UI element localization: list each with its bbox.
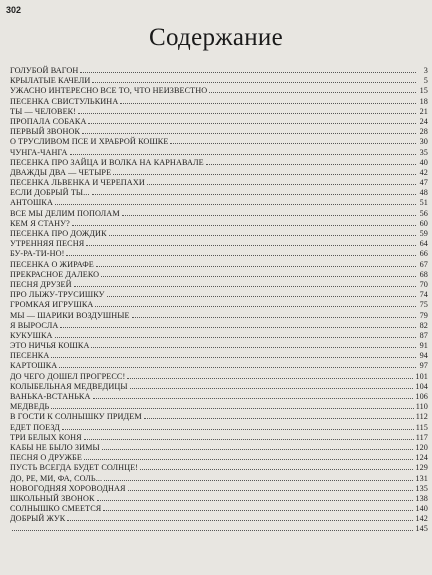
- dot-leader: [122, 209, 416, 216]
- dot-leader: [74, 280, 416, 287]
- toc-entry-page: 115: [415, 422, 428, 432]
- toc-entry-title: БУ-РА-ТИ-НО!: [10, 249, 65, 259]
- toc-entry: [10, 188, 428, 198]
- dot-leader: [72, 219, 416, 226]
- toc-entry-page: 30: [419, 137, 428, 147]
- toc-entry-title: НОВОГОДНЯЯ ХОРОВОДНАЯ: [10, 483, 126, 493]
- toc-entry-page: 120: [415, 442, 428, 452]
- toc-entry-page: 131: [415, 473, 428, 483]
- toc-entry-page: 142: [415, 514, 428, 524]
- toc-entry-title: ПЕСНЯ ДРУЗЕЙ: [10, 279, 72, 289]
- toc-entry: [10, 392, 428, 402]
- dot-leader: [84, 433, 414, 440]
- toc-entry-page: 5: [423, 76, 428, 86]
- toc-entry-page: 82: [419, 320, 428, 330]
- toc-entry-page: 117: [415, 432, 428, 442]
- dot-leader: [109, 229, 416, 236]
- page-number: 302: [6, 5, 22, 15]
- toc-entry-title: ЕСЛИ ДОБРЫЙ ТЫ...: [10, 188, 90, 198]
- toc-entry-page: 28: [419, 127, 428, 137]
- toc-entry-title: ПЕСНЯ О ДРУЖБЕ: [10, 453, 82, 463]
- dot-leader: [66, 249, 416, 256]
- toc-entry-title: МЫ — ШАРИКИ ВОЗДУШНЫЕ: [10, 310, 130, 320]
- toc-entry-page: 67: [419, 259, 428, 269]
- toc-entry-page: 94: [419, 351, 428, 361]
- toc-entry-page: 56: [419, 208, 428, 218]
- toc-entry: [10, 249, 428, 259]
- dot-leader: [86, 239, 416, 246]
- dot-leader: [96, 260, 416, 267]
- table-of-contents: [10, 66, 428, 535]
- toc-entry: [10, 474, 428, 484]
- toc-entry: [10, 372, 428, 382]
- toc-entry-title: ДО, РЕ, МИ, ФА, СОЛЬ...: [10, 473, 103, 483]
- toc-entry: [10, 300, 428, 310]
- toc-entry: [10, 453, 428, 463]
- dot-leader: [147, 178, 416, 185]
- toc-entry-title: ПРО ЛЫЖУ-ТРУСИШКУ: [10, 290, 105, 300]
- toc-entry-page: 101: [415, 371, 428, 381]
- toc-entry-title: АНТОШКА: [10, 198, 53, 208]
- toc-entry: [10, 270, 428, 280]
- toc-entry-title: ПЕСЕНКА ПРО ДОЖДИК: [10, 229, 107, 238]
- toc-entry-title: Я ВЫРОСЛА: [10, 320, 59, 330]
- toc-entry: [10, 260, 428, 270]
- dot-leader: [92, 76, 416, 83]
- toc-entry-page: 106: [415, 392, 428, 401]
- toc-entry: [10, 127, 428, 137]
- dot-leader: [93, 392, 414, 399]
- toc-entry-page: 40: [419, 157, 428, 167]
- toc-entry: [10, 148, 428, 158]
- toc-entry-title: В ГОСТИ К СОЛНЫШКУ ПРИДЕМ: [10, 412, 142, 422]
- dot-leader: [78, 107, 416, 114]
- toc-entry-title: КУКУШКА: [10, 330, 53, 340]
- toc-entry-page: 48: [419, 188, 428, 198]
- toc-entry-page: 68: [419, 269, 428, 279]
- toc-entry-page: 135: [415, 483, 428, 493]
- toc-entry: [10, 280, 428, 290]
- toc-entry-title: ЕДЕТ ПОЕЗД: [10, 422, 60, 432]
- dot-leader: [51, 402, 413, 409]
- toc-entry-page: 74: [419, 290, 428, 300]
- toc-entry-title: УТРЕННЯЯ ПЕСНЯ: [10, 239, 85, 249]
- toc-entry: [10, 484, 428, 494]
- dot-leader: [209, 86, 416, 93]
- dot-leader: [91, 341, 416, 348]
- toc-entry: [10, 76, 428, 86]
- toc-entry-page: 59: [419, 229, 428, 238]
- toc-entry-title: ПЕСЕНКА: [10, 351, 50, 361]
- dot-leader: [55, 331, 416, 338]
- toc-entry-title: ГОЛУБОЙ ВАГОН: [10, 66, 79, 75]
- toc-entry-title: ЭТО НИЧЬЯ КОШКА: [10, 341, 90, 351]
- toc-entry-title: ПЕСЕНКА О ЖИРАФЕ: [10, 259, 94, 269]
- toc-entry: [10, 168, 428, 178]
- toc-entry-page: 145: [415, 524, 428, 534]
- toc-entry-page: 97: [419, 361, 428, 371]
- toc-entry-title: ДОБРЫЙ ЖУК: [10, 514, 66, 524]
- dot-leader: [127, 372, 413, 379]
- toc-entry: [10, 107, 428, 117]
- toc-entry: [10, 382, 428, 392]
- toc-entry-page: 15: [419, 86, 428, 96]
- toc-entry-title: ГРОМКАЯ ИГРУШКА: [10, 300, 94, 310]
- dot-leader: [88, 117, 416, 124]
- toc-entry-title: ПЕСЕНКА ПРО ЗАЙЦА И ВОЛКА НА КАРНАВАЛЕ: [10, 157, 204, 167]
- toc-entry-title: ПРОПАЛА СОБАКА: [10, 116, 87, 126]
- toc-entry: [10, 321, 428, 331]
- dot-leader: [12, 524, 413, 531]
- toc-entry-page: 18: [419, 96, 428, 106]
- toc-entry: [10, 402, 428, 412]
- dot-leader: [55, 198, 416, 205]
- toc-entry: [10, 351, 428, 361]
- dot-leader: [102, 443, 414, 450]
- toc-entry: [10, 463, 428, 473]
- toc-entry-title: ВАНЬКА-ВСТАНЬКА: [10, 392, 91, 401]
- dot-leader: [120, 97, 416, 104]
- toc-entry-page: 51: [419, 198, 428, 208]
- toc-entry: [10, 290, 428, 300]
- toc-entry-title: ШКОЛЬНЫЙ ЗВОНОК: [10, 493, 95, 503]
- toc-entry: [10, 158, 428, 168]
- toc-entry-title: ПУСТЬ ВСЕГДА БУДЕТ СОЛНЦЕ!: [10, 463, 139, 473]
- toc-entry: [10, 443, 428, 453]
- toc-entry-page: 24: [419, 116, 428, 126]
- toc-entry-title: СОЛНЫШКО СМЕЕТСЯ: [10, 504, 102, 514]
- toc-entry-title: КЕМ Я СТАНУ?: [10, 218, 70, 228]
- toc-entry: [10, 117, 428, 127]
- toc-entry-title: КАБЫ НЕ БЫЛО ЗИМЫ: [10, 442, 100, 452]
- toc-entry-page: 91: [419, 341, 428, 351]
- toc-entry-page: 112: [415, 412, 428, 422]
- toc-entry-page: 138: [415, 493, 428, 503]
- toc-entry: [10, 86, 428, 96]
- toc-entry-page: 35: [419, 147, 428, 157]
- toc-entry-page: 79: [419, 310, 428, 320]
- dot-leader: [62, 423, 414, 430]
- toc-entry-page: 60: [419, 218, 428, 228]
- toc-entry-page: 47: [419, 178, 428, 188]
- dot-leader: [104, 474, 413, 481]
- toc-entry: [10, 423, 428, 433]
- toc-entry-title: ПЕСЕНКА СВИСТУЛЬКИНА: [10, 96, 119, 106]
- toc-entry-title: КАРТОШКА: [10, 361, 58, 371]
- toc-entry: [10, 229, 428, 239]
- toc-entry-title: ПЕРВЫЙ ЗВОНОК: [10, 127, 81, 137]
- toc-entry-page: 110: [415, 402, 428, 412]
- toc-entry: [10, 66, 428, 76]
- toc-entry-title: КРЫЛАТЫЕ КАЧЕЛИ: [10, 76, 91, 86]
- toc-entry-title: О ТРУСЛИВОМ ПСЕ И ХРАБРОЙ КОШКЕ: [10, 137, 169, 147]
- toc-entry: [10, 341, 428, 351]
- page-title: Содержание: [149, 24, 283, 51]
- dot-leader: [113, 168, 416, 175]
- dot-leader: [92, 188, 416, 195]
- toc-entry-title: ДВАЖДЫ ДВА — ЧЕТЫРЕ: [10, 167, 112, 177]
- toc-entry: [10, 494, 428, 504]
- dot-leader: [59, 361, 416, 368]
- dot-leader: [132, 311, 416, 318]
- toc-entry: [10, 209, 428, 219]
- toc-entry: [10, 137, 428, 147]
- dot-leader: [97, 494, 414, 501]
- toc-entry: [10, 219, 428, 229]
- dot-leader: [144, 412, 414, 419]
- toc-entry: [10, 361, 428, 371]
- toc-entry-title: МЕДВЕДЬ: [10, 402, 50, 412]
- dot-leader: [80, 66, 416, 73]
- dot-leader: [84, 453, 413, 460]
- toc-entry: [10, 524, 428, 534]
- toc-entry: [10, 198, 428, 208]
- dot-leader: [51, 351, 416, 358]
- toc-entry: [10, 433, 428, 443]
- dot-leader: [128, 484, 414, 491]
- toc-entry-page: 64: [419, 239, 428, 249]
- toc-entry-page: 21: [419, 106, 428, 116]
- toc-entry: [10, 514, 428, 524]
- toc-entry-title: ТЫ — ЧЕЛОВЕК!: [10, 106, 77, 116]
- toc-entry-title: ДО ЧЕГО ДОШЕЛ ПРОГРЕСС!: [10, 371, 126, 381]
- dot-leader: [107, 290, 416, 297]
- toc-entry-page: 124: [415, 453, 428, 463]
- toc-entry-title: ЧУНГА-ЧАНГА: [10, 147, 68, 157]
- toc-entry: [10, 331, 428, 341]
- toc-entry: [10, 504, 428, 514]
- toc-entry: [10, 239, 428, 249]
- toc-entry-page: 75: [419, 300, 428, 310]
- dot-leader: [70, 148, 416, 155]
- toc-entry-title: КОЛЫБЕЛЬНАЯ МЕДВЕДИЦЫ: [10, 381, 128, 391]
- toc-entry-page: 3: [423, 66, 428, 75]
- dot-leader: [206, 158, 416, 165]
- toc-entry-title: ПРЕКРАСНОЕ ДАЛЕКО: [10, 269, 100, 279]
- toc-entry-title: ПЕСЕНКА ЛЬВЕНКА И ЧЕРЕПАХИ: [10, 178, 145, 188]
- dot-leader: [82, 127, 416, 134]
- dot-leader: [60, 321, 416, 328]
- toc-entry-page: 140: [415, 504, 428, 514]
- toc-entry-title: ВСЕ МЫ ДЕЛИМ ПОПОЛАМ: [10, 208, 120, 218]
- dot-leader: [95, 300, 416, 307]
- dot-leader: [67, 514, 413, 521]
- toc-entry: [10, 178, 428, 188]
- toc-entry-page: 66: [419, 249, 428, 259]
- dot-leader: [130, 382, 414, 389]
- toc-entry-page: 104: [415, 381, 428, 391]
- dot-leader: [101, 270, 416, 277]
- toc-entry-page: 129: [415, 463, 428, 473]
- dot-leader: [103, 504, 413, 511]
- toc-entry-page: 87: [419, 330, 428, 340]
- toc-entry-page: 70: [419, 279, 428, 289]
- toc-entry: [10, 412, 428, 422]
- toc-entry: [10, 97, 428, 107]
- dot-leader: [140, 463, 413, 470]
- toc-entry-page: 42: [419, 167, 428, 177]
- dot-leader: [170, 137, 416, 144]
- toc-entry-title: ТРИ БЕЛЫХ КОНЯ: [10, 432, 82, 442]
- toc-entry-title: УЖАСНО ИНТЕРЕСНО ВСЕ ТО, ЧТО НЕИЗВЕСТНО: [10, 86, 208, 96]
- toc-entry: [10, 311, 428, 321]
